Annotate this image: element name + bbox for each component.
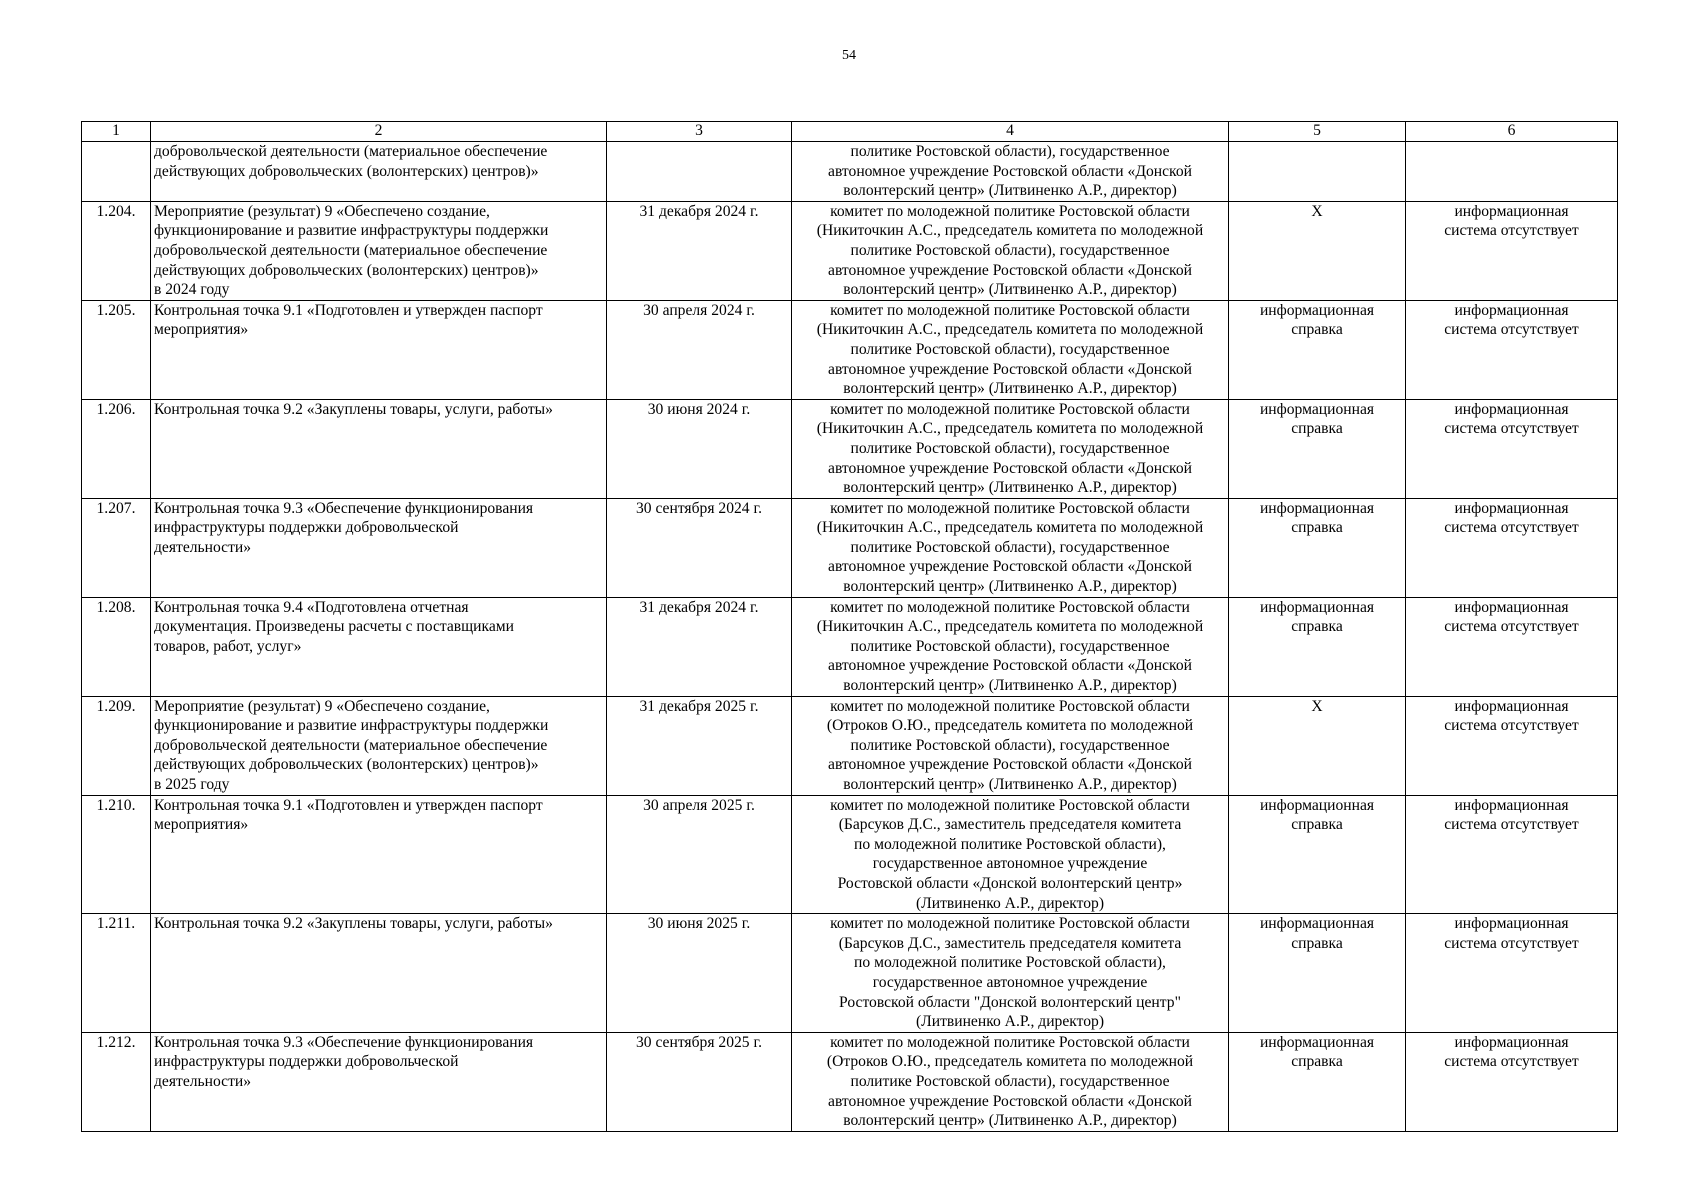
due-date-cell [607,597,792,696]
due-date-cell [607,1032,792,1131]
responsible-executor-line: автономное учреждение Ростовской области «Донской [828,558,1192,576]
responsible-executor-line: автономное учреждение Ростовской области «Донской [828,360,1192,378]
information-system-cell [1406,1032,1618,1131]
event-name-line: действующих добровольческих (волонтерских) центров)» [154,756,539,774]
event-name-line: функционирование и развитие инфраструктуры поддержки [154,717,549,735]
information-system-line: информационная [1454,499,1569,517]
responsible-executor-line: автономное учреждение Ростовской области «Донской [828,1092,1192,1110]
row-number-cell [82,914,151,1033]
event-name-line: Контрольная точка 9.4 «Подготовлена отчетная [154,598,469,616]
responsible-executor-line: Ростовской области «Донской волонтерский центр» [837,874,1183,892]
confirming-document-cell [1229,597,1406,696]
due-date-cell [607,201,792,300]
confirming-document-line: Х [1311,697,1323,715]
column-number-row [82,122,1618,142]
responsible-executor-line: комитет по молодежной политике Ростовской области [830,499,1190,517]
information-system-line: система отсутствует [1444,618,1579,636]
confirming-document-line: информационная [1259,499,1375,517]
event-name-line: товаров, работ, услуг» [154,637,302,655]
confirming-document-cell [1229,1032,1406,1131]
information-system-line: информационная [1454,400,1569,418]
information-system-cell [1406,914,1618,1033]
row-number-cell [82,142,151,202]
information-system-cell [1406,498,1618,597]
row-number: 1.212. [96,1033,136,1051]
responsible-executor-line: волонтерский центр» (Литвиненко А.Р., директор) [843,677,1177,695]
information-system-line: система отсутствует [1444,222,1579,240]
event-name-line: Контрольная точка 9.3 «Обеспечение функционирования [154,499,534,517]
information-system-line: система отсутствует [1444,420,1579,438]
responsible-executor-line: волонтерский центр» (Литвиненко А.Р., директор) [843,380,1177,398]
information-system-cell [1406,795,1618,914]
responsible-executor-cell [792,300,1229,399]
responsible-executor-line: (Никиточкин А.С., председатель комитета по молодежной [816,321,1204,339]
information-system-line: информационная [1454,202,1569,220]
information-system-line: информационная [1454,301,1569,319]
event-name-line: инфраструктуры поддержки добровольческой [154,1053,459,1071]
column-header: 4 [792,122,1229,142]
table-row [82,300,1618,399]
confirming-document-line: справка [1291,420,1343,438]
responsible-executor-line: комитет по молодежной политике Ростовской области [830,697,1190,715]
information-system-line: информационная [1454,697,1569,715]
responsible-executor-line: политике Ростовской области), государственное [850,637,1170,655]
event-name-cell [151,597,607,696]
table-row [82,914,1618,1033]
confirming-document-line: информационная [1259,400,1375,418]
row-number-cell [82,1032,151,1131]
confirming-document-line: справка [1291,934,1343,952]
confirming-document-line: справка [1291,816,1343,834]
row-number: 1.205. [96,301,136,319]
row-number: 1.209. [96,697,136,715]
responsible-executor-line: Ростовской области "Донской волонтерский центр" [839,993,1181,1011]
event-name-line: мероприятия» [154,321,249,339]
confirming-document-cell [1229,300,1406,399]
information-system-line: система отсутствует [1444,934,1579,952]
column-header: 5 [1229,122,1406,142]
event-name-cell [151,201,607,300]
column-header: 2 [151,122,607,142]
responsible-executor-line: автономное учреждение Ростовской области «Донской [828,756,1192,774]
row-number-cell [82,597,151,696]
information-system-line: система отсутствует [1444,1053,1579,1071]
event-name-line: в 2025 году [154,776,230,793]
due-date: 30 июня 2025 г. [647,915,751,933]
responsible-executor-line: автономное учреждение Ростовской области «Донской [828,657,1192,675]
information-system-line: система отсутствует [1444,519,1579,537]
confirming-document-cell [1229,914,1406,1033]
column-header: 1 [82,122,151,142]
confirming-document-line: информационная [1259,1033,1375,1051]
information-system-line: система отсутствует [1444,717,1579,735]
event-name-line: Контрольная точка 9.1 «Подготовлен и утвержден паспорт [154,796,543,814]
responsible-executor-cell [792,201,1229,300]
information-system-cell [1406,142,1618,202]
responsible-executor-cell [792,142,1229,202]
information-system-cell [1406,201,1618,300]
information-system-cell [1406,597,1618,696]
row-number-cell [82,498,151,597]
event-name-line: действующих добровольческих (волонтерских) центров)» [154,162,539,180]
confirming-document-cell [1229,795,1406,914]
responsible-executor-line: комитет по молодежной политике Ростовской области [830,202,1190,220]
event-name-cell [151,300,607,399]
due-date-cell [607,142,792,202]
event-name-line: Мероприятие (результат) 9 «Обеспечено создание, [154,697,490,715]
information-system-cell [1406,300,1618,399]
responsible-executor-line: волонтерский центр» (Литвиненко А.Р., директор) [843,281,1177,299]
confirming-document-line: справка [1291,321,1343,339]
confirming-document-line: информационная [1259,915,1375,933]
event-name-line: добровольческой деятельности (материальное обеспечение [154,736,548,754]
event-name-cell [151,1032,607,1131]
responsible-executor-line: политике Ростовской области), государственное [850,340,1170,358]
due-date-cell [607,696,792,795]
event-name-line: действующих добровольческих (волонтерских) центров)» [154,261,539,279]
information-system-cell [1406,696,1618,795]
row-number: 1.206. [96,400,136,418]
due-date: 31 декабря 2025 г. [639,697,759,715]
event-name-cell [151,914,607,1033]
table-row [82,498,1618,597]
row-number: 1.208. [96,598,136,616]
responsible-executor-line: (Барсуков Д.С., заместитель председателя комитета [838,816,1182,834]
event-name-cell [151,142,607,202]
responsible-executor-line: по молодежной политике Ростовской области), [854,835,1166,853]
due-date: 30 апреля 2024 г. [643,301,755,319]
due-date: 31 декабря 2024 г. [639,202,759,220]
event-name-line: добровольческой деятельности (материальное обеспечение [154,241,548,259]
responsible-executor-line: волонтерский центр» (Литвиненко А.Р., директор) [843,776,1177,793]
confirming-document-line: информационная [1259,796,1375,814]
event-name-cell [151,696,607,795]
due-date: 30 сентября 2025 г. [635,1033,763,1051]
responsible-executor-cell [792,1032,1229,1131]
responsible-executor-line: (Никиточкин А.С., председатель комитета по молодежной [816,420,1204,438]
responsible-executor-cell [792,696,1229,795]
responsible-executor-line: (Отроков О.Ю., председатель комитета по молодежной [826,717,1194,735]
responsible-executor-line: политике Ростовской области), государственное [850,1072,1170,1090]
responsible-executor-line: комитет по молодежной политике Ростовской области [830,400,1190,418]
due-date-cell [607,914,792,1033]
table-row [82,597,1618,696]
event-name-line: Контрольная точка 9.2 «Закуплены товары, услуги, работы» [154,915,553,933]
table-row [82,1032,1618,1131]
responsible-executor-line: государственное автономное учреждение [872,973,1148,991]
responsible-executor-cell [792,597,1229,696]
confirming-document-cell [1229,696,1406,795]
responsible-executor-line: (Литвиненко А.Р., директор) [915,894,1105,912]
confirming-document-line: справка [1291,1053,1343,1071]
event-name-line: добровольческой деятельности (материальное обеспечение [154,143,548,160]
due-date-cell [607,399,792,498]
responsible-executor-line: волонтерский центр» (Литвиненко А.Р., директор) [843,182,1177,200]
responsible-executor-line: (Литвиненко А.Р., директор) [915,1013,1105,1031]
responsible-executor-line: волонтерский центр» (Литвиненко А.Р., директор) [843,1112,1177,1130]
information-system-line: информационная [1454,598,1569,616]
event-name-line: деятельности» [154,1072,252,1090]
due-date-cell [607,795,792,914]
information-system-line: система отсутствует [1444,321,1579,339]
information-system-line: информационная [1454,796,1569,814]
row-number-cell [82,795,151,914]
table-body [82,142,1618,1132]
event-name-line: инфраструктуры поддержки добровольческой [154,519,459,537]
responsible-executor-line: по молодежной политике Ростовской области), [854,954,1166,972]
responsible-executor-line: (Никиточкин А.С., председатель комитета по молодежной [816,618,1204,636]
column-header: 3 [607,122,792,142]
row-number: 1.210. [96,796,136,814]
due-date: 30 сентября 2024 г. [635,499,763,517]
row-number-cell [82,300,151,399]
row-number: 1.211. [96,915,136,933]
page-number: 54 [842,48,856,63]
event-name-line: в 2024 году [154,281,230,299]
responsible-executor-line: государственное автономное учреждение [872,855,1148,873]
responsible-executor-line: автономное учреждение Ростовской области «Донской [828,459,1192,477]
information-system-cell [1406,399,1618,498]
confirming-document-cell [1229,201,1406,300]
event-name-line: Контрольная точка 9.1 «Подготовлен и утвержден паспорт [154,301,543,319]
responsible-executor-cell [792,399,1229,498]
responsible-executor-line: комитет по молодежной политике Ростовской области [830,915,1190,933]
responsible-executor-line: автономное учреждение Ростовской области «Донской [828,261,1192,279]
confirming-document-line: информационная [1259,598,1375,616]
responsible-executor-line: комитет по молодежной политике Ростовской области [830,301,1190,319]
confirming-document-cell [1229,399,1406,498]
responsible-executor-line: политике Ростовской области), государственное [850,736,1170,754]
responsible-executor-line: (Барсуков Д.С., заместитель председателя комитета [838,934,1182,952]
table-row [82,142,1618,202]
table-row [82,201,1618,300]
responsible-executor-cell [792,914,1229,1033]
control-points-table [81,121,1618,1132]
confirming-document-line: Х [1311,202,1323,220]
event-name-line: функционирование и развитие инфраструктуры поддержки [154,222,549,240]
table-row [82,399,1618,498]
responsible-executor-cell [792,498,1229,597]
confirming-document-line: информационная [1259,301,1375,319]
confirming-document-line: справка [1291,618,1343,636]
event-name-line: Контрольная точка 9.3 «Обеспечение функционирования [154,1033,534,1051]
responsible-executor-line: волонтерский центр» (Литвиненко А.Р., директор) [843,578,1177,596]
responsible-executor-line: (Отроков О.Ю., председатель комитета по молодежной [826,1053,1194,1071]
event-name-cell [151,399,607,498]
responsible-executor-line: автономное учреждение Ростовской области «Донской [828,162,1192,180]
table-row [82,795,1618,914]
event-name-line: Контрольная точка 9.2 «Закуплены товары, услуги, работы» [154,400,553,418]
information-system-line: информационная [1454,1033,1569,1051]
due-date-cell [607,300,792,399]
responsible-executor-cell [792,795,1229,914]
due-date: 30 апреля 2025 г. [643,796,755,814]
event-name-cell [151,795,607,914]
confirming-document-cell [1229,498,1406,597]
responsible-executor-line: комитет по молодежной политике Ростовской области [830,796,1190,814]
confirming-document-line: справка [1291,519,1343,537]
responsible-executor-line: (Никиточкин А.С., председатель комитета по молодежной [816,519,1204,537]
event-name-line: деятельности» [154,538,252,556]
table-row [82,696,1618,795]
column-header: 6 [1406,122,1618,142]
responsible-executor-line: политике Ростовской области), государственное [850,538,1170,556]
row-number: 1.204. [96,202,136,220]
event-name-line: Мероприятие (результат) 9 «Обеспечено создание, [154,202,490,220]
responsible-executor-line: волонтерский центр» (Литвиненко А.Р., директор) [843,479,1177,497]
responsible-executor-line: комитет по молодежной политике Ростовской области [830,1033,1190,1051]
event-name-cell [151,498,607,597]
row-number-cell [82,201,151,300]
event-name-line: документация. Произведены расчеты с поставщиками [154,618,514,636]
confirming-document-cell [1229,142,1406,202]
responsible-executor-line: (Никиточкин А.С., председатель комитета по молодежной [816,222,1204,240]
due-date-cell [607,498,792,597]
information-system-line: информационная [1454,915,1569,933]
information-system-line: система отсутствует [1444,816,1579,834]
due-date: 30 июня 2024 г. [647,400,751,418]
responsible-executor-line: политике Ростовской области), государственное [850,241,1170,259]
row-number-cell [82,399,151,498]
due-date: 31 декабря 2024 г. [639,598,759,616]
responsible-executor-line: комитет по молодежной политике Ростовской области [830,598,1190,616]
responsible-executor-line: политике Ростовской области), государственное [850,439,1170,457]
row-number: 1.207. [96,499,136,517]
row-number-cell [82,696,151,795]
event-name-line: мероприятия» [154,816,249,834]
responsible-executor-line: политике Ростовской области), государственное [850,143,1170,160]
